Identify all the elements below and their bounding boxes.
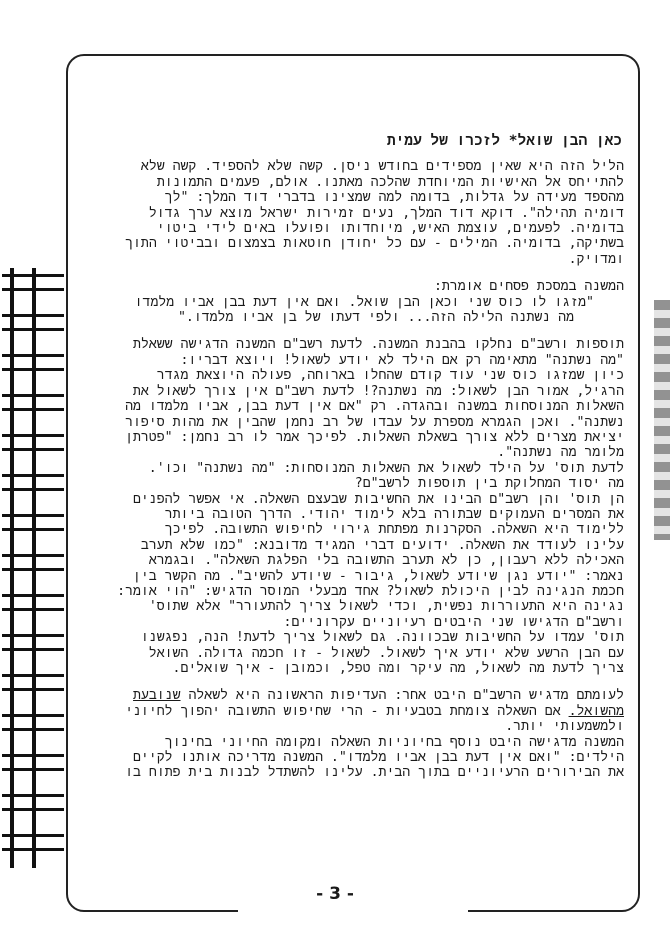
text-line: "מה נשתנה" מתאימה רק אם הילד לא יודע לשאול! ויוצא דבריו: [180, 352, 624, 368]
text-line: בדומיה. לפעמים, עוצמת האיש, מיוחדותו ופועלו באים לידי ביטוי [156, 221, 624, 237]
text-line: נגינה היא התעוררות נפשית, וכדי לשאול צריך להתעורר" אלא שתוס' [148, 599, 624, 615]
text-line: צריך לדעת מה לשאול, מה עיקר ומה טפל, וכמובן - איך שואלים. [172, 661, 624, 676]
text-line: חכמת הנגינה לבין היכולת לשאול? אחד מבעלי המוסר הדגיש: "הוי אומר: [117, 583, 624, 599]
underlined-text: מהשואל. [568, 703, 624, 719]
text-line: מלומר מה נשתנה". [497, 445, 624, 461]
text-line: האכילה ללא רעבון, כן לא תערב התשובה בלי הפלגת השאלה". ובגמרא [148, 553, 624, 569]
text-run: אם השאלה צומחת בטבעיות - הרי שחיפוש התשובה יהפוך לחיוני [125, 703, 569, 719]
text-line: בשתיקה, בדומיה. המילים - עם כל יחודן חוטאות בצמצום ובביטוי התוך [125, 236, 624, 252]
underlined-text: שנובעת [133, 688, 181, 704]
text-line: ולמשמעותי יותר. [505, 719, 624, 735]
mishna-intro: המשנה במסכת פסחים אומרת: [433, 279, 624, 295]
text-line: השאלות המנוסחות במשנה ובהגדה. רק "אם אין דעת בבן, אביו מלמדו מה [125, 399, 624, 415]
text-line: המשנה מדגישה היבט נוסף בחיוניות השאלה ומקומה החיוני בחינוך [164, 734, 624, 750]
text-line: עלינו לעודד את השאלה. ידועים דברי המגיד מדובנא: "כמו שלא תערב [140, 537, 624, 553]
mishna-quote [78, 295, 624, 326]
quote-line: מה נשתנה הלילה הזה... ולפי דעתו של בן אביו מלמדו." [177, 310, 574, 326]
closing-paragraph [78, 735, 624, 781]
quote-line: "מזגו לו כוס שני וכאן הבן שואל. ואם אין דעת בבן אביו מלמדו [134, 294, 594, 310]
article-title: כאן הבן שואל* לזכרו של עמית [386, 133, 622, 149]
text-line: הן תוס' והן רשב"ם הבינו את החשיבות שבעצם השאלה. אי אפשר להפנים [132, 491, 624, 507]
text-line [78, 688, 624, 703]
decorative-margin-strip [2, 268, 64, 868]
tosafot-view: לדעת תוס' על הילד לשאול את השאלות המנוסחות: "מה נשתנה" וכו'. [148, 460, 624, 476]
text-line: נאמר: "יודע נגן שיודע לשאול, גיבור - שיודע להשיב". מה הקשר בין [132, 568, 624, 584]
text-line: דומיה תהילה". דוקא דוד המלך, נעים זמירות ישראל מוצא ערך גדול [148, 205, 624, 221]
text-line: הרגיל, אמור הבן לשאול: מה נשתנה?! לדעת רשב"ם אין צורך לשאול את [132, 383, 624, 399]
text-line: תוספות ורשב"ם נחלקו בהבנת המשנה. לדעת רשב"ם המשנה הדגישה ששאלת [133, 337, 624, 353]
text-line [78, 704, 624, 719]
text-line: ללימוד היא השאלה. הסקרנות מפתחת גירוי לחיפוש התשובה. לפיכך [164, 522, 624, 538]
text-line: הילדים: "ואם אין דעת בבן אביו מלמדו". המשנה מדריכה אותנו לקיים [132, 750, 624, 766]
article-body [78, 134, 624, 781]
text-line: מהספד מעידה על גדלות, בדומה למה שמצינו בדברי דוד המלך: "לך [164, 190, 624, 206]
question-line: מה יסוד המחלוקת בין תוספות לרשב"ם? [354, 476, 624, 492]
binding-edge [654, 300, 670, 540]
text-line: להתייחס אל האישיות המיוחדת שהלכה מאתנו. אולם, פעמים התמונות [156, 174, 624, 190]
text-line: נשתנה". ואכן הגמרא מספרת על עבדו של רב נחמן שהבין את מהות סיפור [125, 414, 624, 430]
text-line: עם הבן הרשע שלא יודע איך לשאול. לשאול - זו חכמה גדולה. השואל [148, 645, 624, 661]
text-line: ורשב"ם הדגישו שני היבטים רעיוניים עקרוניים: [283, 614, 624, 630]
text-line: ומדויק. [568, 251, 624, 267]
text-line: את הבירורים הרעיוניים בתוך הבית. עלינו להשתדל לבנות בית פתוח בו [125, 765, 624, 781]
text-line: כיון שמזגו כוס שני עוד קודם שהחלו בארוחה, פעולה היוצאת מגדר [156, 368, 624, 384]
border-gap [238, 906, 468, 914]
text-line: תוס' עמדו על החשיבות שבכוונה. גם לשאול צריך לדעת! הנה, נפגשנו [140, 630, 624, 646]
rashbam-paragraph [78, 688, 624, 734]
tosafot-rashbam-paragraph [78, 337, 624, 460]
page-number: - 3 - [316, 884, 354, 904]
text-line: את המסרים העמוקים שבתורה בלא לימוד יהודי. הדרך הטובה ביותר [164, 506, 624, 522]
text-run: לעומתם מדגיש הרשב"ם היבט אחר: העדיפות הראשונה היא לשאלה [180, 688, 624, 704]
intro-paragraph [78, 159, 624, 267]
answer-paragraph [78, 492, 624, 677]
text-line: יציאת מצרים ללא צורך בשאלת השאלות. לפיכך אמר לו רב נחמן: "פטרתן [125, 429, 624, 445]
text-line: הליל הזה היא שאין מספידים בחודש ניסן. קשה שלא להספיד. קשה שלא [140, 159, 624, 175]
